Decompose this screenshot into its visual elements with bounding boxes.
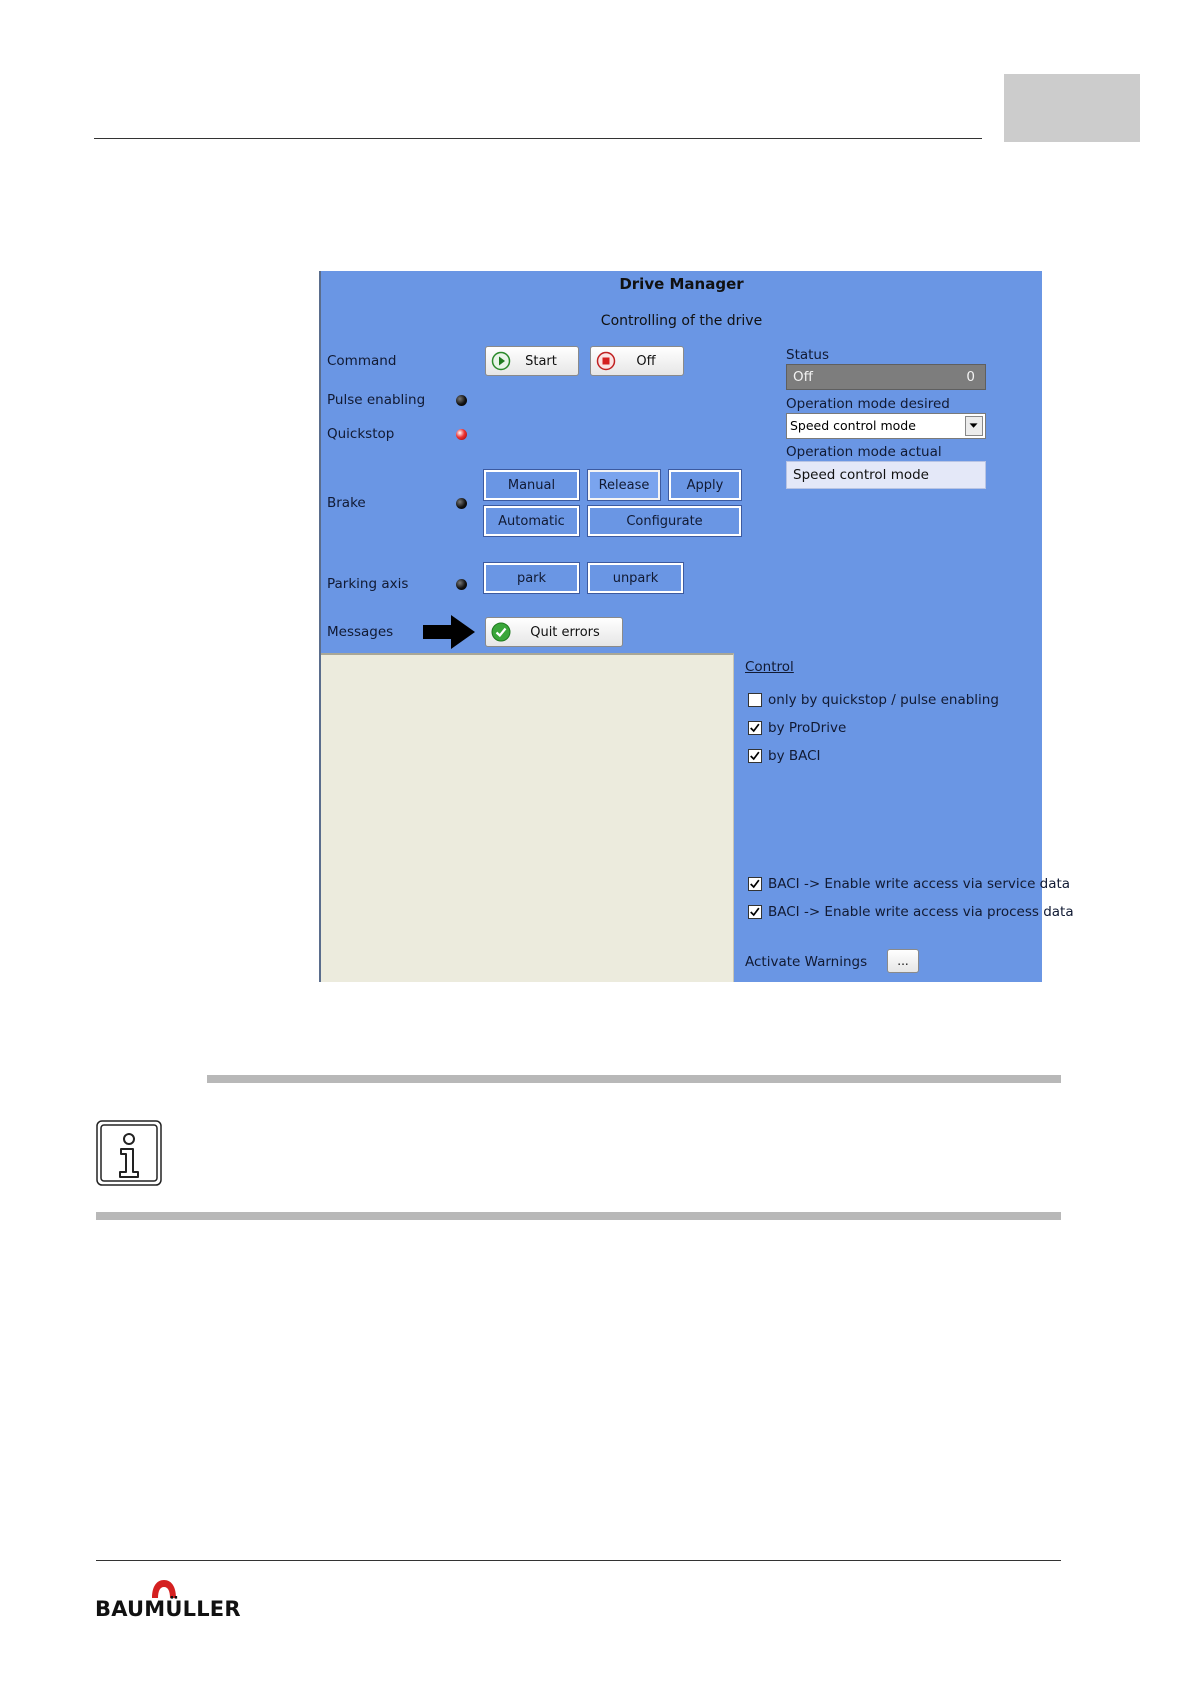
checkbox-process-data[interactable] — [748, 905, 762, 919]
off-button[interactable] — [590, 346, 684, 376]
unpark-button[interactable]: unpark — [588, 563, 683, 593]
pulse-enabling-indicator — [456, 395, 467, 406]
parking-axis-label: Parking axis — [327, 576, 409, 592]
configurate-button[interactable]: Configurate — [588, 506, 741, 536]
service-data-label: BACI -> Enable write access via service data — [768, 876, 1071, 892]
logo-text: BAUMÜLLER — [95, 1597, 241, 1621]
automatic-button[interactable]: Automatic — [484, 506, 579, 536]
baumuller-logo — [95, 1577, 241, 1623]
info-icon — [96, 1120, 162, 1186]
brake-label: Brake — [327, 495, 366, 511]
release-button[interactable]: Release — [588, 470, 660, 500]
checkmark-icon — [749, 722, 761, 734]
arrow-right-icon — [421, 612, 477, 652]
activate-warnings-button[interactable] — [887, 949, 919, 973]
manual-button[interactable]: Manual — [484, 470, 579, 500]
checkbox-prodrive[interactable] — [748, 721, 762, 735]
quickstop-indicator — [456, 429, 467, 440]
note-bottom-rule — [96, 1212, 1061, 1220]
play-icon — [491, 351, 511, 371]
header-rule — [94, 138, 982, 139]
brake-indicator — [456, 498, 467, 509]
quit-errors-label: Quit errors — [530, 624, 600, 640]
stop-icon — [596, 351, 616, 371]
chapter-tab — [1004, 74, 1140, 142]
quickstop-label: Quickstop — [327, 426, 395, 442]
command-label: Command — [327, 353, 397, 369]
checkbox-service-data[interactable] — [748, 877, 762, 891]
process-data-label: BACI -> Enable write access via process data — [768, 904, 1074, 920]
status-value: Off — [793, 369, 813, 385]
checkmark-icon — [749, 906, 761, 918]
apply-button[interactable]: Apply — [669, 470, 741, 500]
messages-pane — [321, 653, 734, 982]
start-label: Start — [525, 353, 557, 369]
mode-desired-value: Speed control mode — [790, 418, 916, 433]
option-prodrive-label: by ProDrive — [768, 720, 847, 736]
mode-actual-value: Speed control mode — [793, 467, 929, 483]
mode-desired-select[interactable] — [786, 413, 986, 439]
status-field — [786, 364, 986, 390]
control-heading[interactable]: Control — [745, 659, 794, 675]
off-label: Off — [636, 353, 656, 369]
option-baci-label: by BACI — [768, 748, 821, 764]
option-quickstop-pulse-label: only by quickstop / pulse enabling — [768, 692, 999, 708]
park-button[interactable]: park — [484, 563, 579, 593]
pulse-enabling-label: Pulse enabling — [327, 392, 426, 408]
chevron-down-icon — [966, 417, 982, 435]
status-code: 0 — [966, 369, 975, 385]
checkbox-baci[interactable] — [748, 749, 762, 763]
start-button[interactable] — [485, 346, 579, 376]
window-subtitle: Controlling of the drive — [600, 313, 763, 329]
warnings-more-label: ... — [897, 954, 909, 968]
checkmark-icon — [749, 750, 761, 762]
parking-axis-indicator — [456, 579, 467, 590]
check-circle-icon — [491, 622, 511, 642]
checkmark-icon — [749, 878, 761, 890]
status-label: Status — [786, 347, 830, 363]
messages-label: Messages — [327, 624, 394, 640]
footer-rule — [96, 1560, 1061, 1561]
activate-warnings-label: Activate Warnings — [745, 954, 868, 970]
checkbox-quickstop-pulse[interactable] — [748, 693, 762, 707]
note-top-rule — [207, 1075, 1061, 1083]
dropdown-arrow-button[interactable] — [965, 416, 983, 436]
mode-actual-label: Operation mode actual — [786, 444, 942, 460]
window-title: Drive Manager — [619, 275, 744, 293]
mode-actual-field — [786, 461, 986, 489]
quit-errors-button[interactable] — [485, 617, 623, 647]
drive-manager-window — [319, 271, 1074, 982]
mode-desired-label: Operation mode desired — [786, 396, 950, 412]
